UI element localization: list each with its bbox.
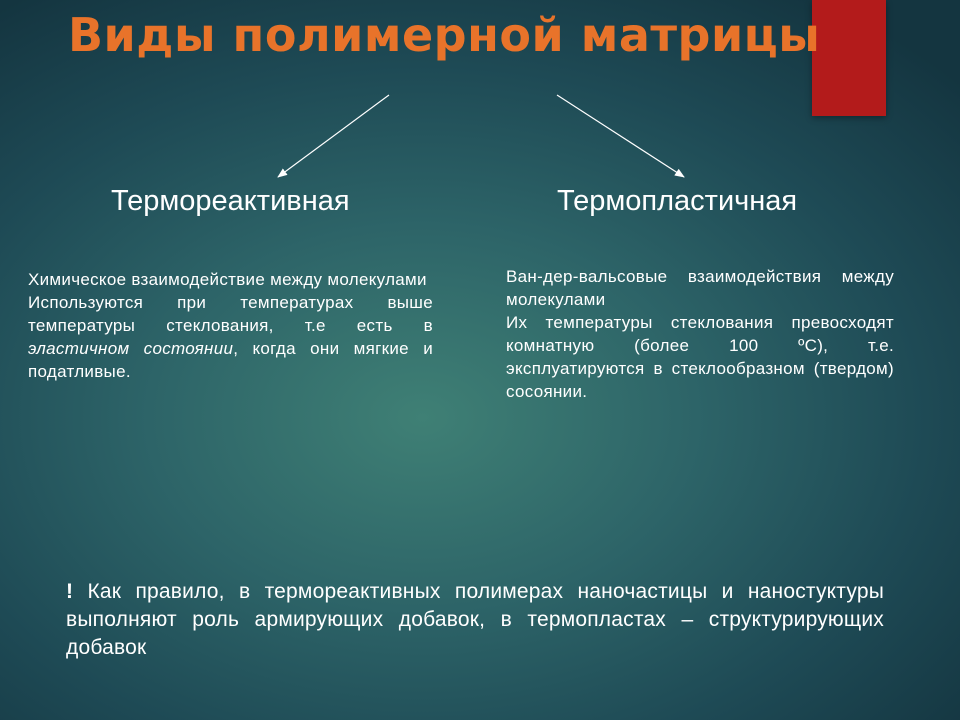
thermoset-line-1: Химическое взаимодействие между молекулами xyxy=(28,270,427,289)
note-text: Как правило, в термореактивных полимерах наночастицы и наностуктуры выполняют роль армирующих добавок, в термопластах – структурирующих добавок xyxy=(66,580,884,659)
arrow-right xyxy=(557,95,684,177)
bottom-note xyxy=(66,578,884,662)
thermoplastic-description xyxy=(506,265,894,403)
thermoset-description xyxy=(28,268,433,383)
thermoset-line-2-italic: эластичном состоянии xyxy=(28,339,234,358)
arrow-left xyxy=(278,95,389,177)
thermoplastic-line-1: Ван-дер-вальсовые взаимодействия между молекулами xyxy=(506,267,894,309)
heading-thermoplastic: Термопластичная xyxy=(557,185,798,217)
thermoset-line-2-end: , когда они мягкие и податливые. xyxy=(28,339,433,381)
thermoset-line-2 xyxy=(28,291,433,383)
thermoplastic-line-2: Их температуры стеклования превосходят комнатную (более 100 ºС), т.е. эксплуатируются в стеклообразном (твердом) сосоянии. xyxy=(506,313,894,401)
note-exclamation: ! xyxy=(66,580,74,603)
slide-title: Виды полимерной матрицы xyxy=(68,8,821,62)
thermoset-line-2-start: Используются при температурах выше температуры стеклования, т.е есть в xyxy=(28,293,433,335)
heading-thermoset: Термореактивная xyxy=(111,185,350,217)
